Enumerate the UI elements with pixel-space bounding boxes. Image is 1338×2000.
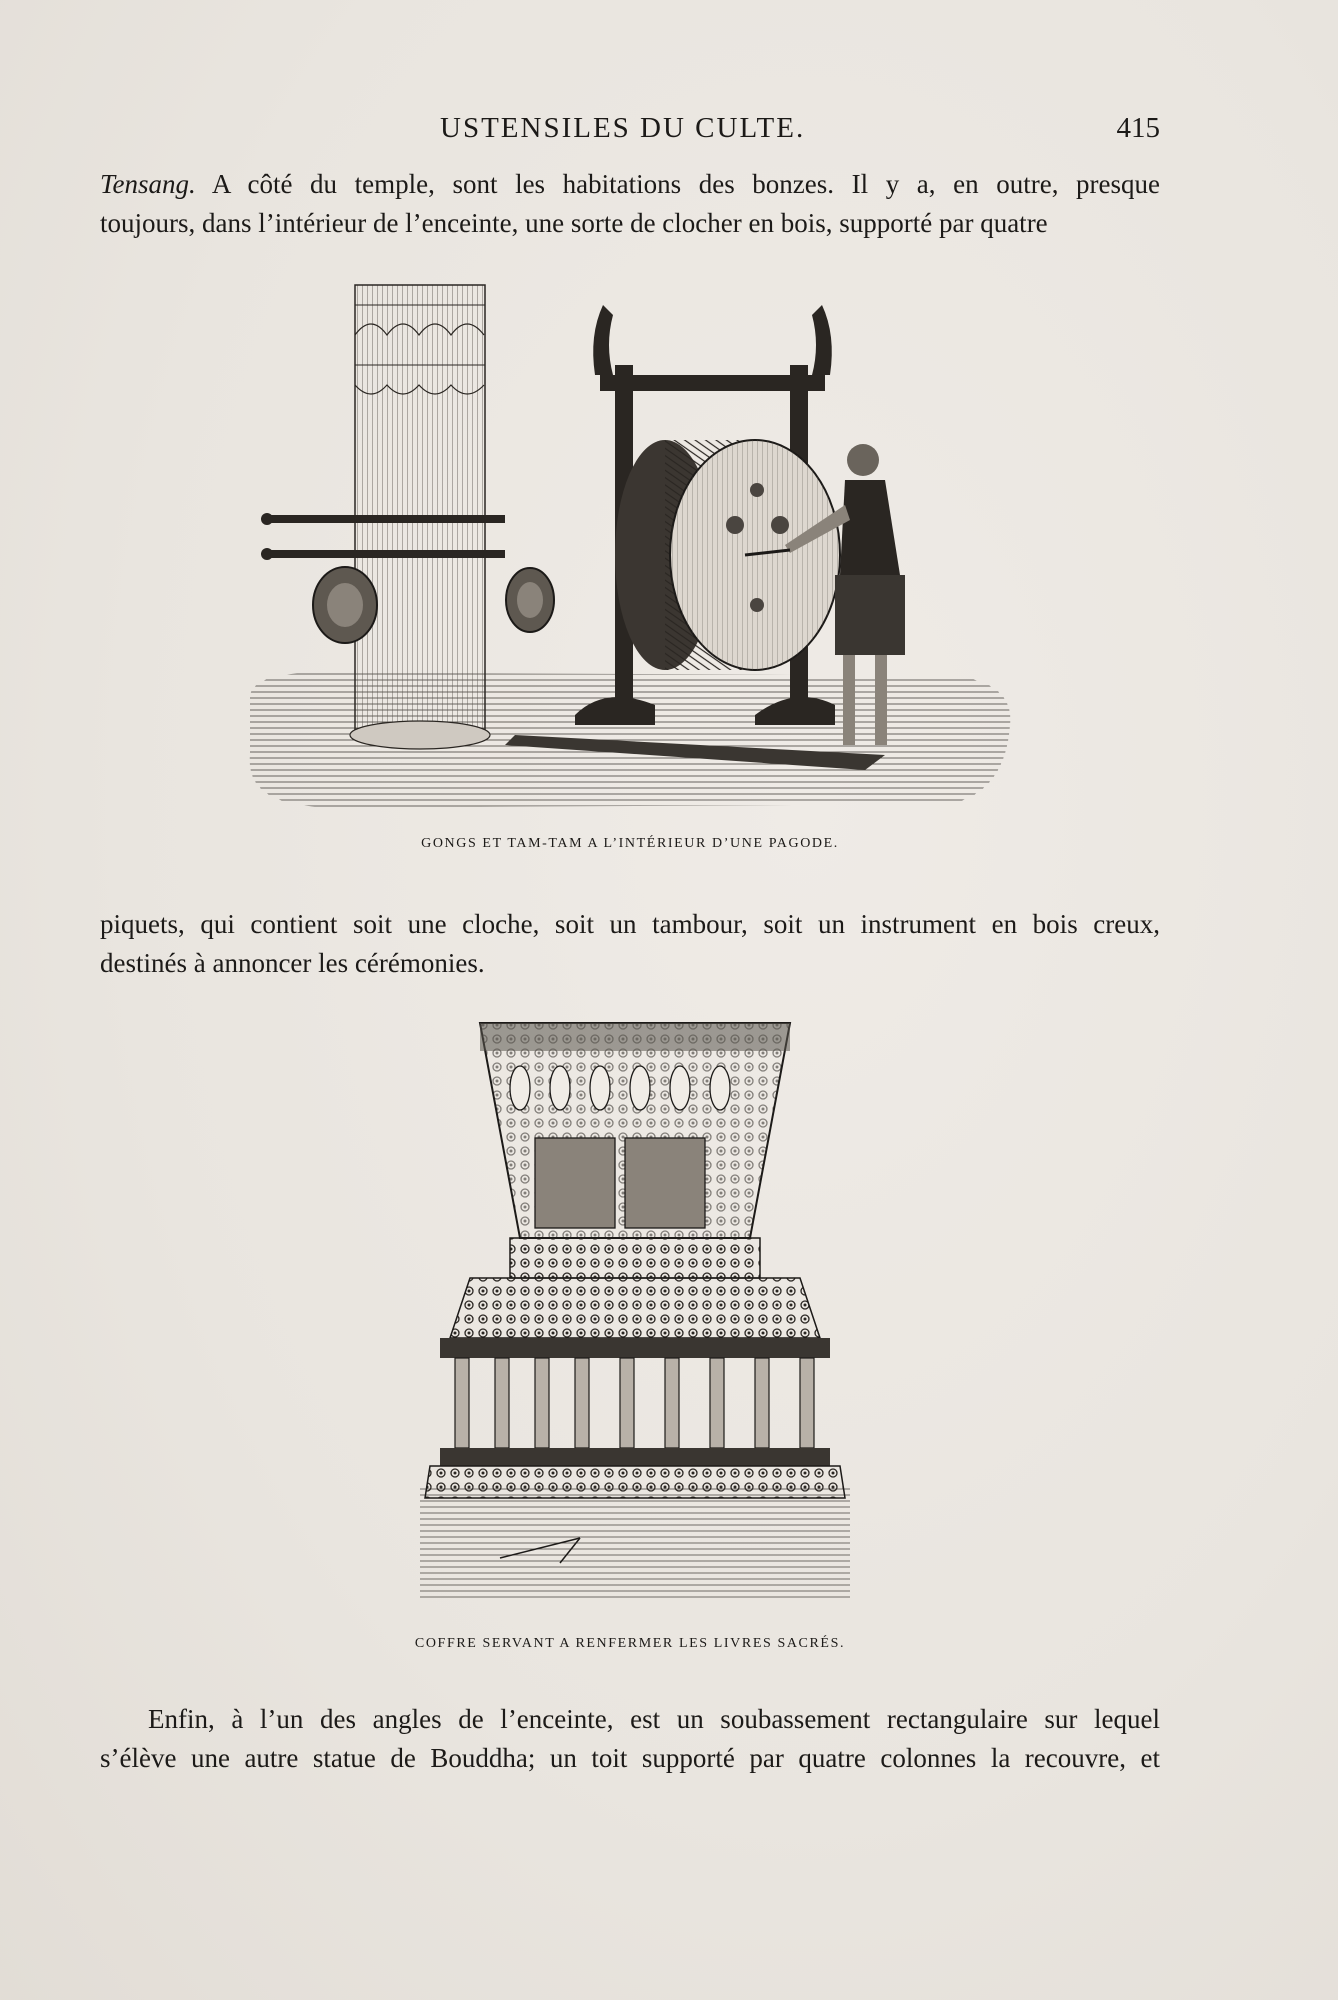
running-title: USTENSILES DU CULTE. (440, 112, 806, 144)
paragraph-1-line-1 (100, 165, 1160, 204)
page-header (100, 112, 1160, 152)
paragraph-1 (100, 165, 1160, 243)
figure-1-caption: GONGS ET TAM-TAM A L’INTÉRIEUR D’UNE PAGODE. (421, 836, 839, 851)
paragraph-3-line-1: Enfin, à l’un des angles de l’enceinte, est un soubassement rectangulaire sur lequel (148, 1704, 1160, 1734)
gong-drum-engraving-icon (245, 275, 1015, 810)
page-number: 415 (1116, 112, 1160, 144)
paragraph-3-line-2: s’élève une autre statue de Bouddha; un toit supporté par quatre colonnes la recouvre, et (100, 1743, 1160, 1773)
sacred-book-chest-engraving-icon (420, 1018, 850, 1600)
paragraph-2-line-1: piquets, qui contient soit une cloche, soit un tambour, soit un instrument en bois creux, (100, 909, 1160, 939)
paragraph-2 (100, 905, 1160, 983)
figure-2-caption: COFFRE SERVANT A RENFERMER LES LIVRES SACRÉS. (414, 1636, 846, 1651)
paragraph-1-line-1-text: A côté du temple, sont les habitations des bonzes. Il y a, en outre, presque (195, 169, 1160, 199)
italic-word-tensang: Tensang. (100, 169, 196, 199)
paragraph-2-line-2: destinés à annoncer les cérémonies. (100, 948, 485, 978)
paragraph-3 (100, 1700, 1160, 1778)
paragraph-1-line-2: toujours, dans l’intérieur de l’enceinte, une sorte de clocher en bois, supporté par quatre (100, 208, 1048, 238)
